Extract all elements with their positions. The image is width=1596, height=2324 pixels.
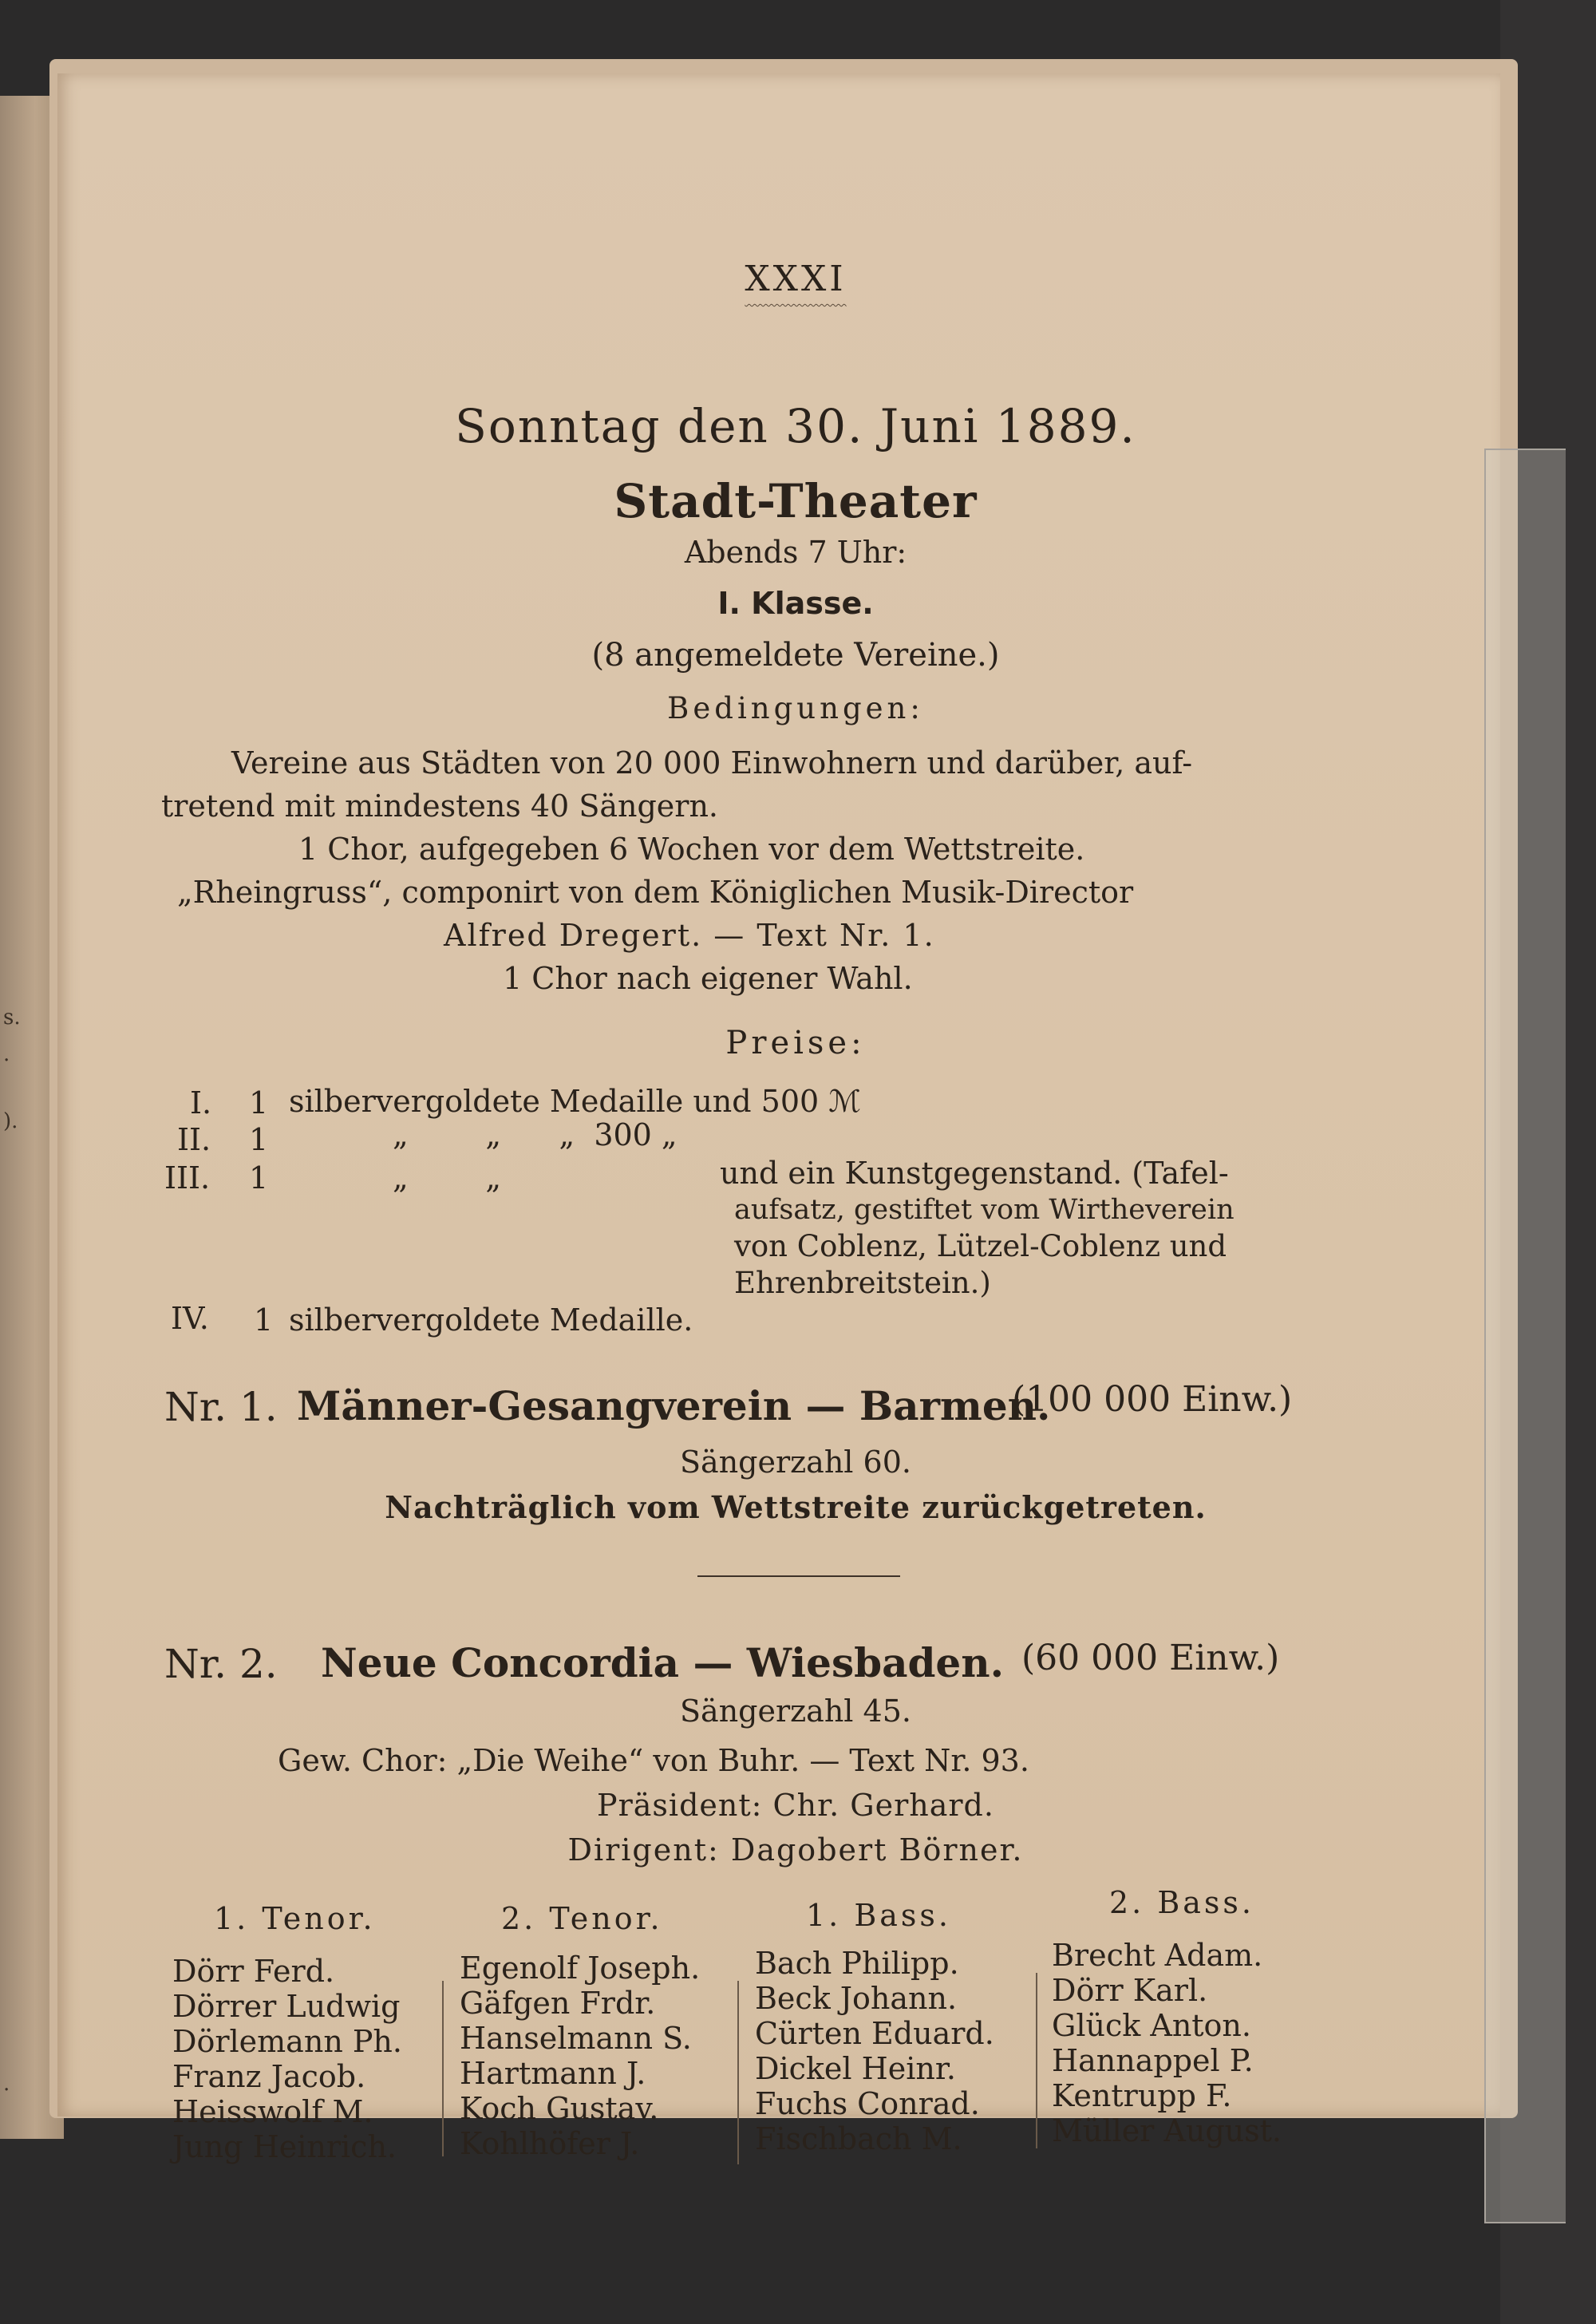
condition-line: „Rheingruss“, componirt von dem Königlichen Musik-Director [177,875,1134,910]
facing-page-fragment: . [3,1042,10,1066]
prize-extra-line: Ehrenbreitstein.) [734,1266,991,1300]
condition-line: 1 Chor, aufgegeben 6 Wochen vor dem Wettstreite. [298,832,1085,867]
facing-page-fragment: s. [3,1006,21,1030]
bookmark-tab [1484,449,1566,2223]
entry-conductor: Dirigent: Dagobert Börner. [567,1832,1024,1868]
registered-count: (8 angemeldete Vereine.) [591,637,1000,674]
member-name: Dickel Heinr. [755,2051,956,2086]
member-name: Koch Gustav. [460,2091,659,2126]
prize-extra-line: aufsatz, gestiftet vom Wirtheverein [734,1194,1235,1226]
prize-rank: I. [190,1085,212,1120]
column-separator [1036,1973,1037,2148]
voice-column-1-tenor [172,1954,402,2164]
column-separator [737,1981,739,2164]
entry-population: (60 000 Einw.) [1021,1638,1280,1678]
member-name: Hanselmann S. [460,2021,692,2056]
entry-singers: Sängerzahl 60. [680,1445,911,1480]
condition-line: Alfred Dregert. — Text Nr. 1. [444,918,935,953]
member-name: Hartmann J. [460,2056,646,2091]
entry-population: (100 000 Einw.) [1012,1379,1293,1420]
member-name: Fischbach M. [755,2121,962,2156]
prize-extra-line: und ein Kunstgegenstand. (Tafel- [720,1156,1229,1191]
prizes-heading: Preise: [725,1025,866,1061]
page-number: XXXI [745,259,847,299]
voice-column-2-tenor [460,1951,700,2161]
member-name: Brecht Adam. [1052,1938,1263,1973]
venue-title: Stadt-Theater [614,474,978,528]
member-name: Dörr Karl. [1052,1973,1208,2008]
member-name: Heisswolf M. [172,2094,373,2129]
member-name: Kohlhöfer J. [460,2126,640,2161]
member-name: Franz Jacob. [172,2059,366,2094]
prize-count: 1 [249,1085,269,1120]
conditions-heading: Bedingungen: [667,691,924,725]
facing-page-fragment: ). [3,1109,18,1133]
member-name: Dörrer Ludwig [172,1989,401,2024]
prize-extra-line: von Coblenz, Lützel-Coblenz und [734,1229,1227,1263]
entry-number: Nr. 2. [164,1641,278,1687]
book-page [57,73,1500,2164]
prize-text: silbervergoldete Medaille und 500 ℳ [289,1084,861,1119]
condition-line: 1 Chor nach eigener Wahl. [503,961,913,996]
entry-number: Nr. 1. [164,1384,278,1430]
condition-line: Vereine aus Städten von 20 000 Einwohnern und darüber, auf- [231,745,1193,781]
prize-count: 1 [249,1160,269,1196]
prize-count: 1 [254,1302,274,1338]
prize-rank: IV. [171,1301,209,1336]
prize-count: 1 [249,1122,269,1157]
entry-name: Neue Concordia — Wiesbaden. [321,1639,1005,1686]
entry-choir: Gew. Chor: „Die Weihe“ von Buhr. — Text Nr. 93. [278,1743,1029,1778]
prize-rank: III. [164,1160,211,1196]
column-separator [442,1981,444,2156]
event-time: Abends 7 Uhr: [684,535,907,570]
prize-text: „ „ [393,1160,502,1196]
member-name: Beck Johann. [755,1981,958,2016]
voice-heading: 1. Tenor. [214,1901,376,1936]
prize-rank: II. [177,1122,211,1157]
entry-note: Nachträglich vom Wettstreite zurückgetreten. [385,1489,1207,1525]
voice-heading: 2. Tenor. [501,1901,663,1936]
voice-column-1-bass [755,1946,994,2156]
member-name: Glück Anton. [1052,2008,1251,2043]
member-name: Cürten Eduard. [755,2016,994,2051]
member-name: Hannappel P. [1052,2043,1254,2078]
class-title: I. Klasse. [717,586,874,621]
prize-text: „ „ „ 300 „ [393,1117,678,1152]
member-name: Fuchs Conrad. [755,2086,980,2121]
entry-name: Männer-Gesangverein — Barmen. [297,1382,1051,1429]
voice-heading: 1. Bass. [806,1898,951,1933]
member-name: Müller August. [1052,2113,1282,2148]
entry-singers: Sängerzahl 45. [680,1694,911,1729]
member-name: Egenolf Joseph. [460,1951,701,1986]
member-name: Gäfgen Frdr. [460,1986,656,2021]
divider [697,1575,900,1577]
condition-line: tretend mit mindestens 40 Sängern. [161,788,719,824]
member-name: Jung Heinrich. [172,2129,397,2164]
member-name: Bach Philipp. [755,1946,959,1981]
member-name: Kentrupp F. [1052,2078,1232,2113]
facing-page-fragment: . [3,2072,10,2096]
voice-heading: 2. Bass. [1109,1885,1254,1920]
prize-text: silbervergoldete Medaille. [289,1302,693,1338]
member-name: Dörlemann Ph. [172,2024,402,2059]
member-name: Dörr Ferd. [172,1954,335,1989]
voice-column-2-bass [1052,1938,1282,2148]
event-date: Sonntag den 30. Juni 1889. [455,399,1136,453]
entry-president: Präsident: Chr. Gerhard. [597,1788,994,1823]
